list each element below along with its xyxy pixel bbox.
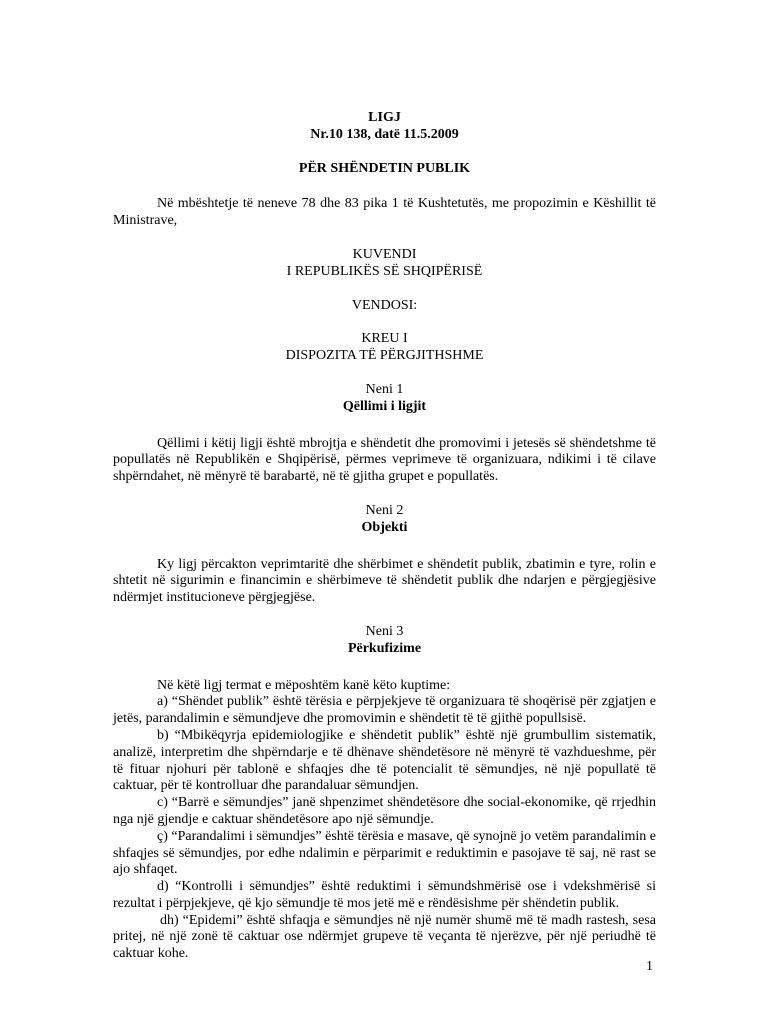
- definition-item: c) “Barrë e sëmundjes” janë shpenzimet shëndetësore dhe social-ekonomike, që rrjedhin nga një gjendje e caktuar shëndetësore apo një sëmundje.: [113, 795, 656, 827]
- article-number: Neni 1: [365, 381, 404, 397]
- document-body: [113, 110, 656, 963]
- definition-item: a) “Shëndet publik” është tërësia e përpjekjeve të organizuara të shoqërisë për zgjatjen e jetës, parandalimin e sëmundjeve dhe promovimin e shëndetit të të gjithë popullsisë.: [113, 694, 656, 727]
- page-number: 1: [646, 959, 653, 974]
- definition-item: ç) “Parandalimi i sëmundjes” është tërësia e masave, që synojnë jo vetëm parandalimin e shfaqjes së sëmundjes, por edhe ndalimin e përparimit e reduktimin e pasojave të saj, në rast se ajo shfaqet.: [113, 828, 656, 878]
- assembly-line-2: I REPUBLIKËS SË SHQIPËRISË: [286, 263, 483, 279]
- definitions-intro: Në këtë ligj termat e mëposhtëm kanë këto kuptime:: [157, 677, 451, 693]
- article-number: Neni 3: [365, 623, 404, 639]
- chapter-label: KREU I: [361, 331, 408, 347]
- article-heading: Objekti: [361, 519, 408, 535]
- article-number: Neni 2: [365, 502, 404, 518]
- definition-item: dh) “Epidemi” është shfaqja e sëmundjes në një numër shumë më të madh rastesh, sesa pritej, në një zonë të caktuar ose ndërmjet grupeve të veçanta të njerëzve, për një periudhë të caktuar kohe.: [113, 912, 656, 962]
- preamble: Në mbështetje të neneve 78 dhe 83 pika 1 të Kushtetutës, me propozimin e Këshillit të Ministrave,: [113, 196, 656, 229]
- law-label: LIGJ: [368, 110, 401, 125]
- article-heading: Qëllimi i ligjit: [342, 398, 427, 414]
- article-paragraph: Qëllimi i këtij ligji është mbrojtja e shëndetit dhe promovimi i jetesës së shëndetshme të popullatës në Republikën e Shqipërisë, përmes veprimeve të organizuara, ndikimi i të cilave shpërndahet, në mënyrë të barabartë, në të gjitha grupet e popullatës.: [113, 435, 656, 485]
- assembly-line-1: KUVENDI: [352, 246, 417, 262]
- definition-item: d) “Kontrolli i sëmundjes” është reduktimi i sëmundshmërisë ose i vdekshmërisë si rezultat i përpjekjeve, që kjo sëmundje të mos jetë më e rëndësishme për shëndetin publik.: [113, 879, 656, 911]
- chapter-title: DISPOZITA TË PËRGJITHSHME: [285, 348, 484, 364]
- article-paragraph: Ky ligj përcakton veprimtaritë dhe shërbimet e shëndetit publik, zbatimin e tyre, rolin e shtetit në sigurimin e financimin e shërbimeve të shëndetit publik dhe ndarjen e përgjegjësive ndërmjet institucioneve përgjegjëse.: [113, 556, 656, 606]
- law-number: Nr.10 138, datë 11.5.2009: [310, 126, 459, 142]
- article-heading: Përkufizime: [347, 640, 422, 656]
- definition-item: b) “Mbikëqyrja epidemiologjike e shëndetit publik” është një grumbullim sistematik, analizë, interpretim dhe shpërndarje e të dhënave shëndetësore në mënyrë të vazhdueshme, për të fituar njohuri për tablonë e shfaqjes dhe të potencialit të sëmundjes, në një popullatë të caktuar, për të kontrolluar dhe parandaluar sëmundjen.: [113, 727, 656, 794]
- vendosi-label: VENDOSI:: [351, 297, 418, 313]
- law-title: PËR SHËNDETIN PUBLIK: [298, 160, 471, 176]
